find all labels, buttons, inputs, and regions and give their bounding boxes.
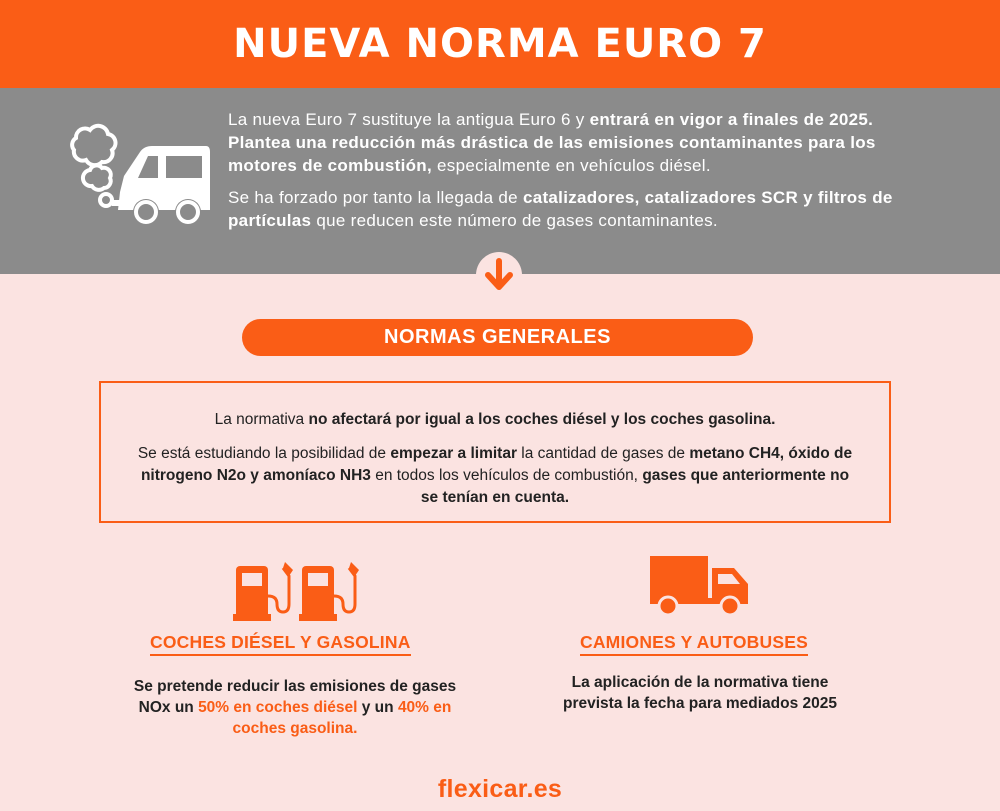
cars-title: COCHES DIÉSEL Y GASOLINA <box>150 632 411 652</box>
general-paragraph-1: La normativa no afectará por igual a los coches diésel y los coches gasolina. <box>214 411 776 428</box>
intro-paragraph-1: La nueva Euro 7 sustituye la antigua Euro 6 y entrará en vigor a finales de 2025. Plantea una reducción más drástica de las emisiones contaminantes para los motores de combustión, especialmente en vehículos diésel. <box>228 110 876 175</box>
general-paragraph-2: Se está estudiando la posibilidad de empezar a limitar la cantidad de gases de metano CH4, óxido de nitrogeno N2o y amoníaco NH3 en todos los vehículos de combustión, gases que anteriormente no se tenían en cuenta. <box>137 445 853 506</box>
truck-icon <box>650 556 750 616</box>
title-banner <box>0 0 1000 88</box>
brand-footer: flexicar.es <box>437 775 563 803</box>
section-title: NORMAS GENERALES <box>384 326 611 348</box>
car-emissions-icon <box>62 118 222 228</box>
arrow-down-icon <box>476 252 522 298</box>
intro-paragraph-2: Se ha forzado por tanto la llegada de catalizadores, catalizadores SCR y filtros de partículas que reducen este número de gases contaminantes. <box>228 188 893 230</box>
intro-section <box>0 88 1000 274</box>
general-rules-box <box>99 381 891 523</box>
trucks-title: CAMIONES Y AUTOBUSES <box>580 632 808 652</box>
section-header <box>242 319 753 356</box>
intro-text <box>228 108 918 232</box>
fuel-pump-icon <box>299 556 361 622</box>
cars-text: Se pretende reducir las emisiones de gases NOx un 50% en coches diésel y un 40% en coches gasolina. <box>133 678 457 737</box>
trucks-text: La aplicación de la normativa tiene prevista la fecha para mediados 2025 <box>563 674 837 712</box>
page-title: NUEVA NORMA EURO 7 <box>233 21 767 67</box>
fuel-pump-icon <box>233 556 295 622</box>
